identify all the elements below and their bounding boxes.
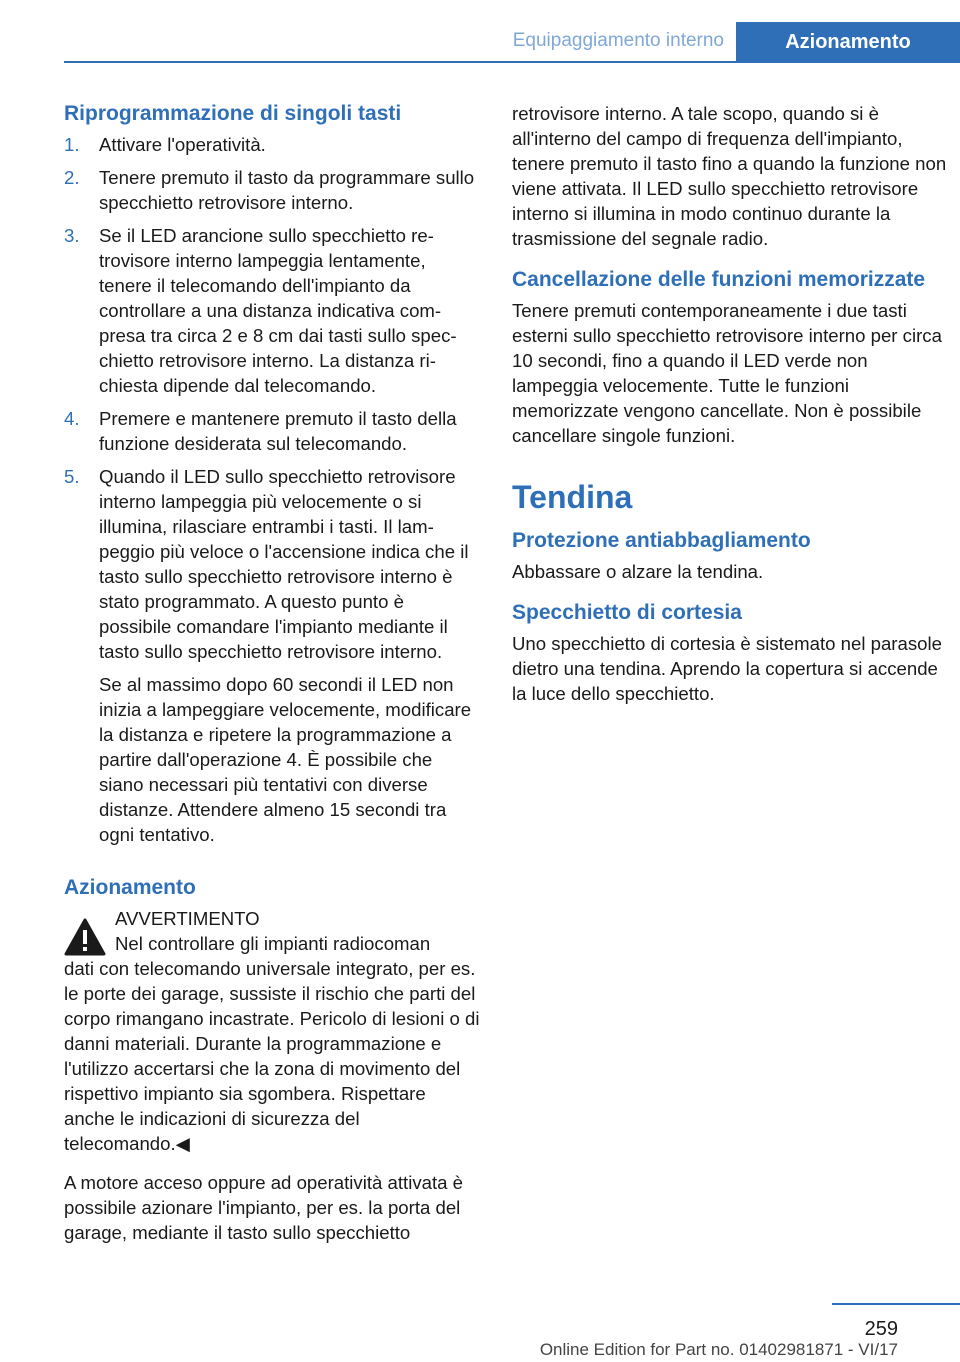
warning-icon: [64, 918, 106, 956]
paragraph-operation: A motore acceso oppure ad operatività attivata è possibile azionare l'impianto, per es. la porta del garage, mediante il tasto sullo specchietto: [64, 1172, 463, 1243]
heading-azionamento: Azionamento: [64, 876, 196, 899]
paragraph-continued: retrovisore interno. A tale scopo, quando si è all'interno del campo di frequenza dell'impianto, tenere premuto il tasto fino a quando la funzione non viene attivata. Il LED sullo specchietto retrovisore interno si illumina in modo continuo durante la trasmissione del segnale radio.: [512, 103, 947, 249]
warning-title: AVVERTIMENTO: [115, 908, 260, 929]
step-subtext: Se al massimo dopo 60 secondi il LED non inizia a lampeggiare velocemente, modificare la distanza e ripetere la programmazione a partire dall'operazione 4. È possibile che siano necessari più tentativi con diverse distanze. Attendere almeno 15 secondi tra ogni tentativo.: [99, 674, 472, 845]
edition-footer: Online Edition for Part no. 01402981871 - VI/17: [539, 1340, 898, 1359]
warning-text: dati con telecomando universale integrato, per es. le porte dei garage, sussiste il rischio che parti del corpo rimangano incastrate. Pericolo di lesioni o di danni materiali. Durante la programmazione e l'utilizzo accertarsi che la zona di movimento del rispettivo impianto sia sgombera. Rispettare anche le indicazioni di sicurezza del telecomando.◀: [64, 958, 480, 1154]
warning-block: [64, 906, 481, 1156]
list-item: [64, 132, 481, 157]
paragraph-protezione: Abbassare o alzare la tendina.: [512, 561, 764, 582]
heading-cancel-functions: Cancellazione delle funzioni memorizzate: [512, 268, 926, 291]
list-item: [64, 223, 481, 398]
heading-protezione: Protezione antiabbagliamento: [512, 529, 811, 552]
step-text: Tenere premuto il tasto da programmare sullo specchietto retrovisore interno.: [99, 167, 475, 213]
left-column: [64, 101, 481, 1245]
list-item: [64, 464, 481, 847]
steps-list: [64, 132, 481, 847]
header-section-title: Equipaggiamento interno: [512, 30, 724, 51]
step-number: 5.: [64, 466, 80, 487]
step-number: 4.: [64, 408, 80, 429]
warning-lead: Nel controllare gli impianti radiocoman: [115, 933, 431, 954]
heading-specchietto: Specchietto di cortesia: [512, 601, 742, 624]
paragraph-specchietto: Uno specchietto di cortesia è sistemato nel parasole dietro una tendina. Aprendo la copertura si accende la luce dello specchietto.: [512, 633, 942, 704]
footer-rule: [832, 1303, 960, 1305]
list-item: [64, 406, 481, 456]
step-text: Premere e mantenere premuto il tasto della funzione desiderata sul telecomando.: [99, 408, 457, 454]
paragraph-cancel: Tenere premuti contemporaneamente i due tasti esterni sullo specchietto retrovisore interno per circa 10 secondi, fino a quando il LED verde non lampeggia velocemente. Tutte le funzioni memorizzate vengono cancellate. Non è possibile cancellare singole funzioni.: [512, 300, 942, 446]
heading-reprogramming: Riprogrammazione di singoli tasti: [64, 102, 402, 125]
step-number: 3.: [64, 225, 80, 246]
step-text: Se il LED arancione sullo specchietto retrovisore interno lampeggia lentamente, tenere il telecomando dell'impianto da controllare a una distanza indicativa compresa tra circa 2 e 8 cm dai tasti sullo specchietto retrovisore interno. La distanza richiesta dipende dal telecomando.: [99, 225, 457, 396]
right-column: [512, 101, 956, 706]
list-item: [64, 165, 481, 215]
heading-tendina: Tendina: [512, 479, 633, 515]
step-text: Attivare l'operatività.: [99, 134, 266, 155]
header-chapter-tab: Azionamento: [736, 22, 960, 63]
step-text: Quando il LED sullo specchietto retrovisore interno lampeggia più velocemente o si illumina, rilasciare entrambi i tasti. Il lampeggio più veloce o l'accensione indica che il tasto sullo specchietto retrovisore interno è stato programmato. A questo punto è possibile comandare l'impianto mediante il tasto sullo specchietto retrovisore interno.: [99, 466, 469, 662]
step-number: 2.: [64, 167, 80, 188]
page-number: 259: [864, 1318, 898, 1340]
step-number: 1.: [64, 134, 80, 155]
